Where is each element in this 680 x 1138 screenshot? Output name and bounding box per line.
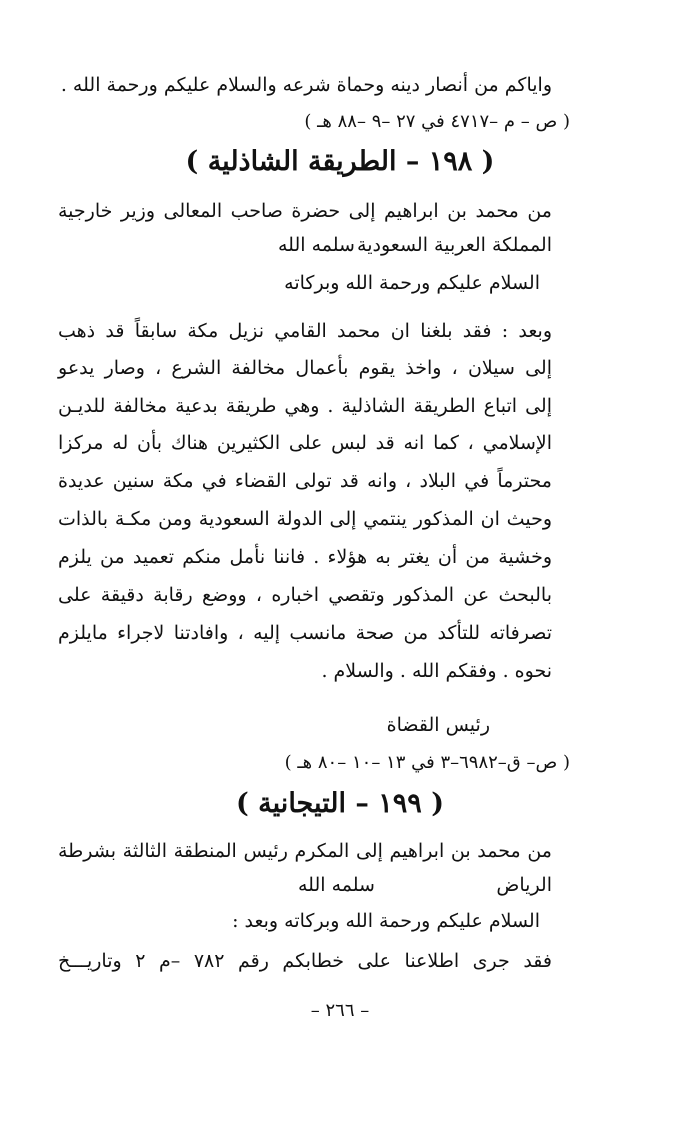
letter-reference: ( ص – م –٤٧١٧ في ٢٧ –٩ –٨٨ هـ ) (304, 111, 570, 132)
address-line: من محمد بن ابراهيم إلى المكرم رئيس المنطقة الثالثة بشرطة (58, 840, 552, 862)
address-blessing: سلمه الله (298, 874, 375, 896)
body-line: وبعد : فقد بلغنا ان محمد القامي نزيل مكة سابقاً قد ذهب (58, 320, 552, 342)
greeting: السلام عليكم ورحمة الله وبركاته وبعد : (232, 910, 540, 932)
address-split-line (58, 230, 552, 260)
address-line: من محمد بن ابراهيم إلى حضرة صاحب المعالى وزير خارجية (58, 200, 552, 222)
section-heading: ( ١٩٨ – الطريقة الشاذلية ) (185, 146, 495, 177)
greeting: السلام عليكم ورحمة الله وبركاته (284, 272, 540, 294)
signature: رئيس القضاة (386, 714, 490, 736)
address-blessing: سلمه الله (278, 234, 355, 256)
body-line: محترماً في البلاد ، وانه قد تولى القضاء في مكة سنين عديدة (58, 470, 552, 492)
body-line: وحيث ان المذكور ينتمي إلى الدولة السعودية ومن مكـة بالذات (58, 508, 552, 530)
letter-reference: ( ص– ق–٦٩٨٢–٣ في ١٣ –١٠ –٨٠ هـ ) (284, 752, 570, 773)
address-split-line (58, 870, 552, 900)
body-line: فقد جرى اطلاعنا على خطابكم رقم ٧٨٢ –م ٢ وتاريـــخ (58, 950, 552, 972)
body-line: بالبحث عن المذكور وتقصي اخباره ، ووضع رقابة دقيقة على (58, 584, 552, 606)
body-line: نحوه . وفقكم الله . والسلام . (321, 660, 552, 682)
continuation-line: واياكم من أنصار دينه وحماة شرعه والسلام عليكم ورحمة الله . (60, 74, 552, 96)
body-line: إلى سيلان ، واخذ يقوم بأعمال مخالفة الشرع ، وصار يدعو (58, 357, 552, 379)
body-line: وخشية من أن يغتر به هؤلاء . فاننا نأمل منكم تعميد من يلزم (58, 546, 552, 568)
body-line: إلى اتباع الطريقة الشاذلية . وهي طريقة بدعية مخالفة للديـن (58, 395, 552, 417)
address-recipient: المملكة العربية السعودية (357, 234, 552, 256)
body-line: تصرفاته للتأكد من صحة مانسب إليه ، وافادتنا لاجراء مايلزم (58, 622, 552, 644)
section-heading: ( ١٩٩ – التيجانية ) (236, 788, 444, 819)
page-number: – ٢٦٦ – (310, 1000, 370, 1021)
address-recipient: الرياض (496, 874, 552, 896)
body-line: الإسلامي ، كما انه قد لبس على الكثيرين هناك بأن له مركزا (58, 432, 552, 454)
